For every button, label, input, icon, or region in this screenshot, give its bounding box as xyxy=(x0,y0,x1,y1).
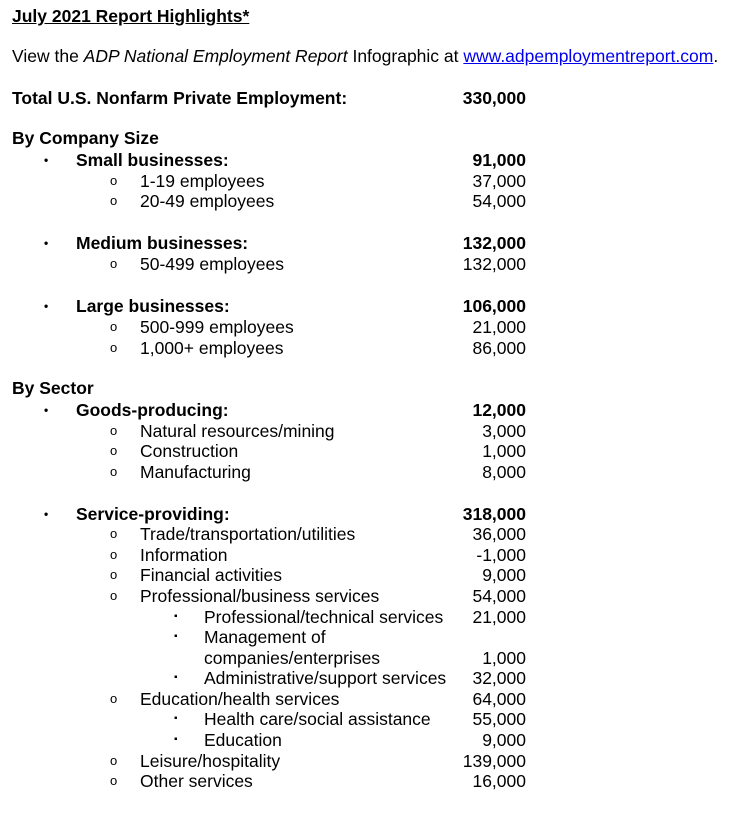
bullet-icon: • xyxy=(44,403,49,417)
circle-bullet-icon: o xyxy=(110,443,118,458)
list-item-label: 1-19 employees xyxy=(140,171,265,191)
company-size-heading: By Company Size xyxy=(12,128,159,148)
intro-suffix: . xyxy=(713,46,719,66)
list-item-value: 64,000 xyxy=(472,689,526,709)
sub-item-value: 21,000 xyxy=(472,607,526,627)
bullet-icon: • xyxy=(44,299,49,313)
list-item-label: Professional/business services xyxy=(140,586,380,606)
square-bullet-icon: ▪ xyxy=(174,713,178,724)
list-item-value: 86,000 xyxy=(472,338,526,358)
circle-bullet-icon: o xyxy=(110,319,118,334)
circle-bullet-icon: o xyxy=(110,173,118,188)
list-item-value: 36,000 xyxy=(472,524,526,544)
list-item-value: 16,000 xyxy=(472,771,526,791)
goods-producing-label: Goods-producing: xyxy=(76,400,229,420)
total-label: Total U.S. Nonfarm Private Employment: xyxy=(12,88,348,108)
medium-businesses-value: 132,000 xyxy=(462,233,526,253)
list-item-label: Natural resources/mining xyxy=(140,421,335,441)
sub-item-label: Education xyxy=(204,730,282,750)
intro-prefix: View the xyxy=(12,46,84,66)
circle-bullet-icon: o xyxy=(110,464,118,479)
circle-bullet-icon: o xyxy=(110,567,118,582)
sub-item-label: Professional/technical services xyxy=(204,607,444,627)
sub-item-value: 55,000 xyxy=(472,709,526,729)
list-item-label: Financial activities xyxy=(140,565,282,585)
list-item-value: 3,000 xyxy=(482,421,526,441)
bullet-icon: • xyxy=(44,153,49,167)
sub-item-value: 9,000 xyxy=(482,730,526,750)
sub-item-value: 1,000 xyxy=(482,648,526,668)
circle-bullet-icon: o xyxy=(110,526,118,541)
list-item-value: 8,000 xyxy=(482,462,526,482)
square-bullet-icon: ▪ xyxy=(174,672,178,683)
service-providing-value: 318,000 xyxy=(462,504,526,524)
intro-line xyxy=(12,46,718,66)
square-bullet-icon: ▪ xyxy=(174,734,178,745)
square-bullet-icon: ▪ xyxy=(174,611,178,622)
sub-item-label: Management of xyxy=(204,627,326,647)
list-item-label: Manufacturing xyxy=(140,462,251,482)
small-businesses-value: 91,000 xyxy=(472,150,526,170)
circle-bullet-icon: o xyxy=(110,753,118,768)
bullet-icon: • xyxy=(44,507,49,521)
list-item-value: 139,000 xyxy=(462,751,526,771)
total-value: 330,000 xyxy=(462,88,526,108)
list-item-value: -1,000 xyxy=(476,545,526,565)
list-item-value: 1,000 xyxy=(482,441,526,461)
list-item-label: Information xyxy=(140,545,228,565)
sub-item-label: Health care/social assistance xyxy=(204,709,431,729)
service-providing-label: Service-providing: xyxy=(76,504,230,524)
report-title: July 2021 Report Highlights* xyxy=(12,6,250,26)
square-bullet-icon: ▪ xyxy=(174,631,178,642)
goods-producing-value: 12,000 xyxy=(472,400,526,420)
list-item-label: Education/health services xyxy=(140,689,340,709)
list-item-value: 132,000 xyxy=(462,254,526,274)
sub-item-value: 32,000 xyxy=(472,668,526,688)
intro-middle: Infographic at xyxy=(347,46,464,66)
list-item-label: 50-499 employees xyxy=(140,254,284,274)
list-item-value: 54,000 xyxy=(472,191,526,211)
circle-bullet-icon: o xyxy=(110,256,118,271)
sub-item-label: Administrative/support services xyxy=(204,668,447,688)
sub-item-label-continued: companies/enterprises xyxy=(204,648,381,668)
circle-bullet-icon: o xyxy=(110,547,118,562)
circle-bullet-icon: o xyxy=(110,773,118,788)
list-item-label: 1,000+ employees xyxy=(140,338,284,358)
report-link[interactable]: www.adpemploymentreport.com xyxy=(463,46,714,66)
list-item-label: Trade/transportation/utilities xyxy=(140,524,356,544)
circle-bullet-icon: o xyxy=(110,691,118,706)
list-item-value: 21,000 xyxy=(472,317,526,337)
list-item-value: 37,000 xyxy=(472,171,526,191)
bullet-icon: • xyxy=(44,236,49,250)
list-item-value: 54,000 xyxy=(472,586,526,606)
medium-businesses-label: Medium businesses: xyxy=(76,233,249,253)
sector-heading: By Sector xyxy=(12,378,94,398)
circle-bullet-icon: o xyxy=(110,423,118,438)
list-item-label: Other services xyxy=(140,771,253,791)
list-item-label: Construction xyxy=(140,441,239,461)
small-businesses-label: Small businesses: xyxy=(76,150,229,170)
circle-bullet-icon: o xyxy=(110,588,118,603)
list-item-label: 500-999 employees xyxy=(140,317,294,337)
list-item-label: 20-49 employees xyxy=(140,191,275,211)
large-businesses-value: 106,000 xyxy=(462,296,526,316)
large-businesses-label: Large businesses: xyxy=(76,296,230,316)
circle-bullet-icon: o xyxy=(110,193,118,208)
intro-report-name: ADP National Employment Report xyxy=(83,46,348,66)
list-item-label: Leisure/hospitality xyxy=(140,751,281,771)
circle-bullet-icon: o xyxy=(110,340,118,355)
list-item-value: 9,000 xyxy=(482,565,526,585)
